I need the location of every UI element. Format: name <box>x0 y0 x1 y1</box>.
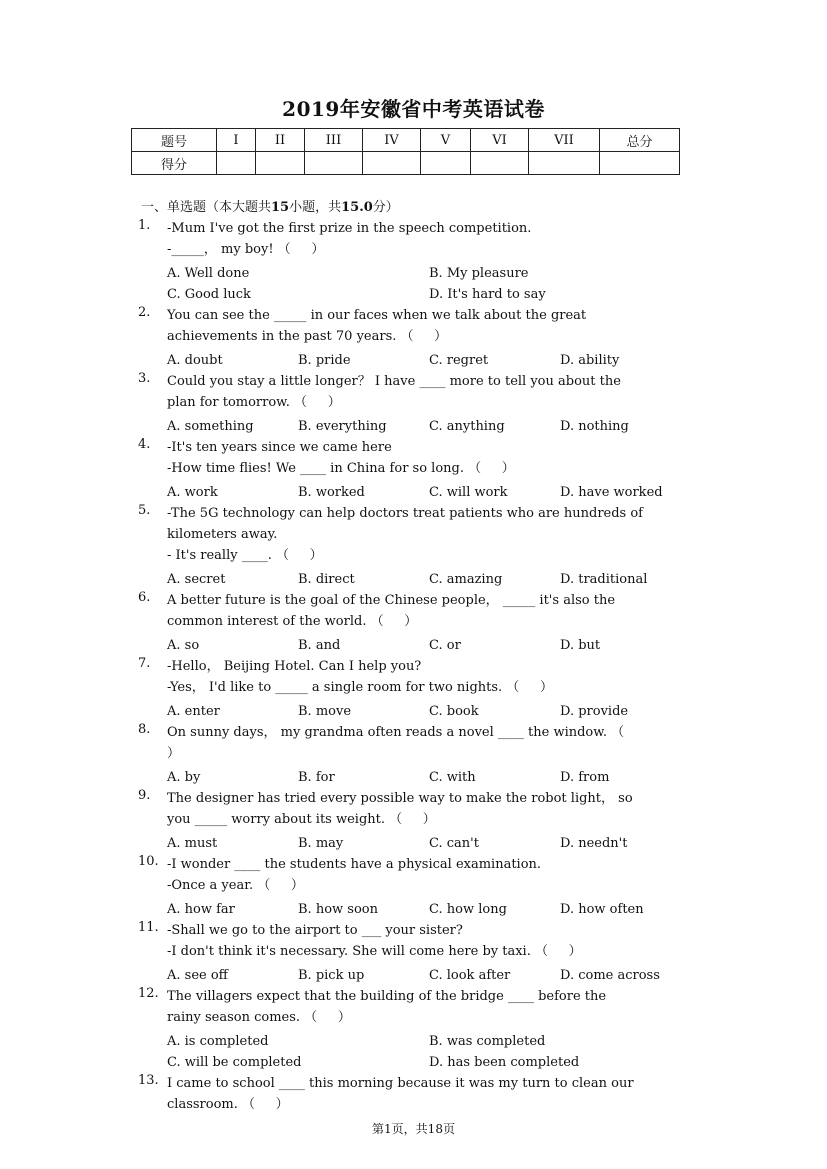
answer-option[interactable]: B. may <box>298 836 344 851</box>
answer-option[interactable]: C. can't <box>429 836 479 851</box>
score-table-header-row <box>132 129 680 152</box>
score-header-cell: VI <box>471 129 529 152</box>
question-item <box>138 437 698 503</box>
question-stem <box>167 371 698 413</box>
section-prefix: 一、单选题（本大题共 <box>141 200 272 215</box>
section-score: 15.0 <box>341 200 373 215</box>
score-table-score-row <box>132 152 680 175</box>
answer-options <box>167 899 698 920</box>
question-item <box>138 656 698 722</box>
answer-option[interactable]: D. needn't <box>560 836 628 851</box>
question-item <box>138 788 698 854</box>
question-line: classroom. （ ） <box>167 1097 289 1112</box>
answer-options <box>167 263 698 305</box>
answer-option[interactable]: D. has been completed <box>429 1055 580 1070</box>
score-header-cell: III <box>305 129 363 152</box>
answer-options <box>167 1031 698 1073</box>
answer-option[interactable]: A. so <box>167 638 200 653</box>
answer-option[interactable]: A. by <box>167 770 201 785</box>
question-line: common interest of the world. （ ） <box>167 614 418 629</box>
answer-option[interactable]: B. move <box>298 704 352 719</box>
answer-options <box>167 965 698 986</box>
answer-option[interactable]: B. pride <box>298 353 351 368</box>
score-header-cell: V <box>421 129 471 152</box>
answer-option[interactable]: A. how far <box>167 902 235 917</box>
answer-options <box>167 701 698 722</box>
question-item <box>138 590 698 656</box>
question-number: 12. <box>138 986 159 1001</box>
question-number: 2. <box>138 305 151 320</box>
answer-option[interactable]: A. Well done <box>167 266 250 281</box>
score-cell[interactable] <box>471 152 529 175</box>
question-item <box>138 305 698 371</box>
question-item <box>138 854 698 920</box>
answer-option[interactable]: C. will be completed <box>167 1055 302 1070</box>
answer-options <box>167 569 698 590</box>
question-line: Could you stay a little longer？ I have ____ more to tell you about the <box>167 374 621 389</box>
score-header-cell: VII <box>529 129 600 152</box>
answer-option[interactable]: D. but <box>560 638 601 653</box>
section-heading <box>141 196 399 215</box>
question-number: 3. <box>138 371 151 386</box>
answer-option[interactable]: C. will work <box>429 485 508 500</box>
question-item <box>138 371 698 437</box>
question-line: kilometers away. <box>167 527 278 542</box>
score-cell[interactable] <box>256 152 305 175</box>
question-item <box>138 218 698 305</box>
question-number: 10. <box>138 854 159 869</box>
question-number: 11. <box>138 920 159 935</box>
question-stem <box>167 788 698 830</box>
question-line: -The 5G technology can help doctors treat patients who are hundreds of <box>167 506 643 521</box>
question-number: 7. <box>138 656 151 671</box>
answer-option[interactable]: B. My pleasure <box>429 266 529 281</box>
answer-option[interactable]: D. come across <box>560 968 660 983</box>
answer-option[interactable]: B. for <box>298 770 335 785</box>
section-suffix: 分） <box>372 200 399 215</box>
answer-option[interactable]: B. was completed <box>429 1034 546 1049</box>
score-table <box>131 128 680 175</box>
question-line: ） <box>167 746 181 761</box>
section-count: 15 <box>271 200 290 215</box>
question-line: rainy season comes. （ ） <box>167 1010 351 1025</box>
question-line: -_____， my boy! （ ） <box>167 242 325 257</box>
question-line: -Hello， Beijing Hotel. Can I help you? <box>167 659 422 674</box>
question-number: 5. <box>138 503 151 518</box>
score-cell[interactable] <box>421 152 471 175</box>
question-number: 6. <box>138 590 151 605</box>
question-line: -Once a year. （ ） <box>167 878 304 893</box>
answer-option[interactable]: C. amazing <box>429 572 503 587</box>
answer-option[interactable]: B. how soon <box>298 902 378 917</box>
question-number: 4. <box>138 437 151 452</box>
score-cell[interactable] <box>305 152 363 175</box>
question-line: A better future is the goal of the Chinese people， _____ it's also the <box>167 593 616 608</box>
question-line: achievements in the past 70 years. （ ） <box>167 329 448 344</box>
answer-option[interactable]: A. something <box>167 419 254 434</box>
answer-option[interactable]: C. or <box>429 638 461 653</box>
answer-option[interactable]: C. book <box>429 704 479 719</box>
page-footer: 第1页，共18页 <box>372 1122 455 1136</box>
score-header-cell: II <box>256 129 305 152</box>
answer-option[interactable]: B. everything <box>298 419 387 434</box>
question-stem <box>167 656 698 698</box>
question-item <box>138 986 698 1073</box>
answer-option[interactable]: A. see off <box>167 968 228 983</box>
score-header-cell: IV <box>363 129 421 152</box>
answer-option[interactable]: B. and <box>298 638 341 653</box>
answer-option[interactable]: A. must <box>167 836 218 851</box>
score-header-cell: 总分 <box>600 129 680 152</box>
question-line: -Mum I've got the first prize in the speech competition. <box>167 221 532 236</box>
question-number: 13. <box>138 1073 159 1088</box>
answer-option[interactable]: D. how often <box>560 902 644 917</box>
question-item <box>138 722 698 788</box>
score-cell[interactable] <box>217 152 256 175</box>
score-header-cell: I <box>217 129 256 152</box>
question-stem <box>167 305 698 347</box>
answer-options <box>167 767 698 788</box>
question-line: The designer has tried every possible way to make the robot light， so <box>167 791 633 806</box>
section-mid: 小题，共 <box>289 200 342 215</box>
score-cell[interactable] <box>363 152 421 175</box>
question-line: -I wonder ____ the students have a physical examination. <box>167 857 542 872</box>
question-number: 8. <box>138 722 151 737</box>
answer-option[interactable]: C. Good luck <box>167 287 251 302</box>
answer-option[interactable]: C. with <box>429 770 476 785</box>
question-stem <box>167 1073 698 1115</box>
answer-option[interactable]: D. It's hard to say <box>429 287 546 302</box>
answer-option[interactable]: B. direct <box>298 572 355 587</box>
answer-option[interactable]: A. secret <box>167 572 226 587</box>
question-line: -It's ten years since we came here <box>167 440 392 455</box>
answer-options <box>167 833 698 854</box>
answer-option[interactable]: A. is completed <box>167 1034 269 1049</box>
question-stem <box>167 590 698 632</box>
answer-options <box>167 350 698 371</box>
question-stem <box>167 986 698 1028</box>
answer-option[interactable]: A. doubt <box>167 353 223 368</box>
question-item <box>138 1073 698 1115</box>
question-item <box>138 920 698 986</box>
answer-option[interactable]: C. anything <box>429 419 505 434</box>
question-line: You can see the _____ in our faces when we talk about the great <box>167 308 587 323</box>
question-line: plan for tomorrow. （ ） <box>167 395 341 410</box>
answer-option[interactable]: A. enter <box>167 704 220 719</box>
score-cell[interactable] <box>600 152 680 175</box>
question-stem <box>167 920 698 962</box>
answer-option[interactable]: A. work <box>167 485 218 500</box>
question-stem <box>167 503 698 566</box>
answer-options <box>167 635 698 656</box>
answer-option[interactable]: B. worked <box>298 485 365 500</box>
question-stem <box>167 218 698 260</box>
answer-option[interactable]: D. provide <box>560 704 629 719</box>
answer-option[interactable]: D. traditional <box>560 572 648 587</box>
question-line: - It's really ____. （ ） <box>167 548 323 563</box>
question-line: The villagers expect that the building of the bridge ____ before the <box>167 989 607 1004</box>
page-title: 2019年安徽省中考英语试卷 <box>282 97 545 121</box>
question-line: On sunny days， my grandma often reads a novel ____ the window. （ <box>167 725 625 740</box>
score-header-cell: 题号 <box>132 129 217 152</box>
answer-option[interactable]: C. look after <box>429 968 511 983</box>
answer-options <box>167 416 698 437</box>
question-line: -Shall we go to the airport to ___ your sister? <box>167 923 463 938</box>
answer-option[interactable]: D. nothing <box>560 419 629 434</box>
question-number: 1. <box>138 218 151 233</box>
answer-option[interactable]: D. ability <box>560 353 620 368</box>
question-line: -How time flies! We ____ in China for so long. （ ） <box>167 461 515 476</box>
question-number: 9. <box>138 788 151 803</box>
question-line: I came to school ____ this morning because it was my turn to clean our <box>167 1076 634 1091</box>
question-line: -I don't think it's necessary. She will come here by taxi. （ ） <box>167 944 582 959</box>
answer-option[interactable]: D. from <box>560 770 610 785</box>
question-stem <box>167 854 698 896</box>
question-line: you _____ worry about its weight. （ ） <box>167 812 436 827</box>
answer-option[interactable]: D. have worked <box>560 485 663 500</box>
answer-options <box>167 482 698 503</box>
answer-option[interactable]: C. regret <box>429 353 489 368</box>
question-item <box>138 503 698 590</box>
question-line: -Yes， I'd like to _____ a single room for two nights. （ ） <box>167 680 553 695</box>
question-list <box>138 218 698 1115</box>
score-cell[interactable] <box>529 152 600 175</box>
score-row-label: 得分 <box>132 152 217 175</box>
question-stem <box>167 722 698 764</box>
answer-option[interactable]: B. pick up <box>298 968 365 983</box>
answer-option[interactable]: C. how long <box>429 902 507 917</box>
question-stem <box>167 437 698 479</box>
